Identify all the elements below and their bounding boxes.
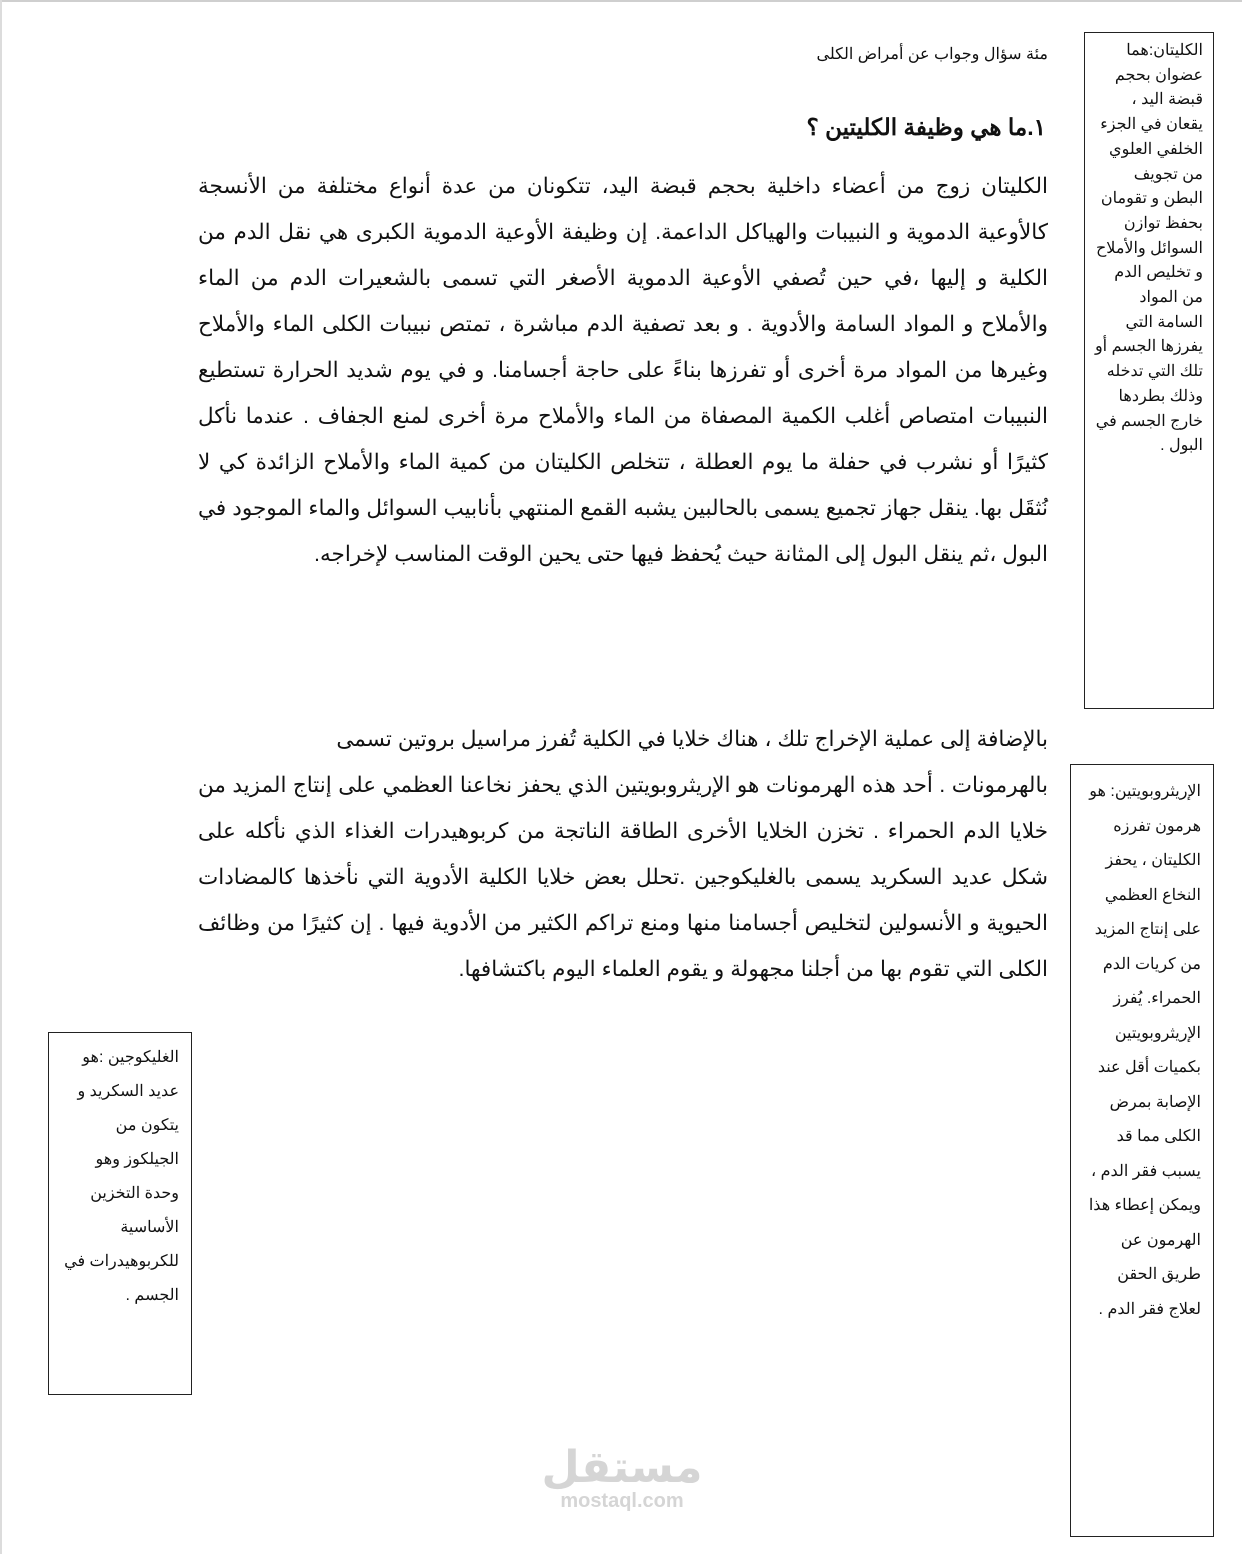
watermark-url: mostaql.com (560, 1490, 684, 1512)
mostaql-watermark (540, 1444, 704, 1512)
paragraph-hormones-first-line: بالإضافة إلى عملية الإخراج تلك ، هناك خلايا في الكلية تُفرز مراسيل بروتين تسمى (336, 727, 1048, 751)
question-title: ١.ما هي وظيفة الكليتين ؟ (806, 114, 1046, 140)
paragraph-kidney-function: الكليتان زوج من أعضاء داخلية بحجم قبضة اليد، تتكونان من عدة أنواع مختلفة من الأنسجة كالأوعية الدموية و النبيبات والهياكل الداعمة. إن وظيفة الأوعية الدموية الكبرى هي نقل الدم من الكلية و إليها ،في حين تُصفي الأوعية الدموية الأصغر التي تسمى بالشعيرات الدم من الماء والأملاح و المواد السامة والأدوية . و بعد تصفية الدم مباشرة ، تمتص نبيبات الكلى الماء والأملاح وغيرها من المواد مرة أخرى أو تفرزها بناءً على حاجة أجسامنا. و في يوم شديد الحرارة تستطيع النبيبات امتصاص أغلب الكمية المصفاة من الماء والأملاح مرة أخرى لمنع الجفاف . عندما نأكل كثيرًا أو نشرب في حفلة ما يوم العطلة ، تتخلص الكليتان من كمية الماء والأملاح الزائدة كي لا نُثقَل بها. ينقل جهاز تجميع يسمى بالحالبين يشبه القمع المنتهي بأنابيب السوائل والماء الموجود في البول ،ثم ينقل البول إلى المثانة حيث يُحفظ فيها حتى يحين الوقت المناسب لإخراجه. (198, 174, 1048, 566)
page-header: مئة سؤال وجواب عن أمراض الكلى (816, 46, 1048, 63)
page-left-edge (0, 0, 2, 1554)
sidebar-note-erythropoietin: الإريثروبويتين: هو هرمون تفرزه الكليتان ، يحفز النخاع العظمي على إنتاج المزيد من كريات الدم الحمراء. يُفرز الإريثروبويتين بكميات أقل عند الإصابة بمرض الكلى مما قد يسبب فقر الدم ، ويمكن إعطاء هذا الهرمون عن طريق الحقن لعلاج فقر الدم . (1070, 764, 1214, 1537)
sidebar-note-kidneys: الكليتان:هما عضوان بحجم قبضة اليد ، يقعان في الجزء الخلفي العلوي من تجويف البطن و تقومان بحفظ توازن السوائل والأملاح و تخليص الدم من المواد السامة التي يفرزها الجسم أو تلك التي تدخله وذلك بطردها خارج الجسم في البول . (1084, 32, 1214, 709)
paragraph-hormones-body: بالهرمونات . أحد هذه الهرمونات هو الإريثروبويتين الذي يحفز نخاعنا العظمي على إنتاج المزيد من خلايا الدم الحمراء . تخزن الخلايا الأخرى الطاقة الناتجة من كربوهيدرات الغذاء الذي نأكله على شكل عديد السكريد يسمى بالغليكوجين .تحلل بعض خلايا الكلية الأدوية التي نأخذها كالمضادات الحيوية و الأنسولين لتخليص أجسامنا منها ومنع تراكم الكثير من الأدوية فيها . إن كثيرًا من وظائف الكلى التي تقوم بها من أجلنا مجهولة و يقوم العلماء اليوم باكتشافها. (198, 773, 1048, 981)
sidebar-note-glycogen: الغليكوجين :هو عديد السكريد و يتكون من الجيلكوز وهو وحدة التخزين الأساسية للكربوهيدرات في الجسم . (48, 1032, 192, 1395)
watermark-logo: مستقل (541, 1442, 703, 1493)
paragraph-hormones (198, 716, 1048, 992)
page-top-edge (0, 0, 1242, 2)
